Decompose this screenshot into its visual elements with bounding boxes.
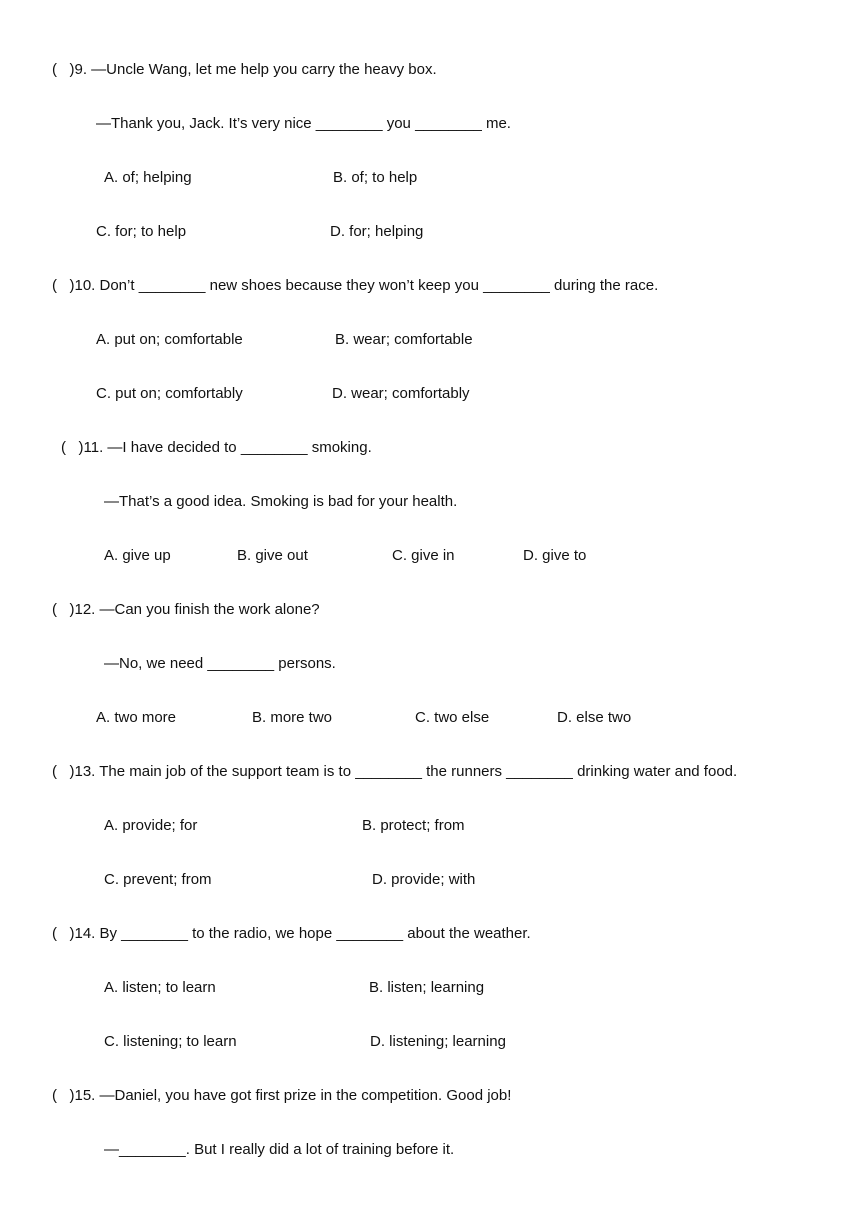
question-12-option-d: D. else two — [557, 709, 632, 726]
question-14-option-c: C. listening; to learn — [104, 1033, 237, 1050]
question-11-stem: ( )11. —I have decided to ________ smoking. — [61, 439, 372, 456]
question-13-option-c: C. prevent; from — [104, 871, 212, 888]
question-15-reply: —________. But I really did a lot of training before it. — [104, 1141, 455, 1158]
question-11-option-a: A. give up — [104, 547, 171, 564]
question-9-reply: —Thank you, Jack. It’s very nice ________ you ________ me. — [96, 115, 511, 132]
question-10-option-c: C. put on; comfortably — [96, 385, 243, 402]
question-11-reply: —That’s a good idea. Smoking is bad for your health. — [104, 493, 458, 510]
question-10-option-a: A. put on; comfortable — [96, 331, 243, 348]
question-11-option-b: B. give out — [237, 547, 308, 564]
question-12-option-b: B. more two — [252, 709, 333, 726]
question-15-stem: ( )15. —Daniel, you have got first prize in the competition. Good job! — [52, 1087, 512, 1104]
question-10-stem: ( )10. Don’t ________ new shoes because they won’t keep you ________ during the race. — [52, 277, 659, 294]
question-14-option-a: A. listen; to learn — [104, 979, 216, 996]
question-9-stem: ( )9. —Uncle Wang, let me help you carry the heavy box. — [52, 61, 437, 78]
question-13-option-d: D. provide; with — [372, 871, 476, 888]
question-12-stem: ( )12. —Can you finish the work alone? — [52, 601, 320, 618]
question-11-option-c: C. give in — [392, 547, 455, 564]
question-14-option-b: B. listen; learning — [369, 979, 485, 996]
question-14-stem: ( )14. By ________ to the radio, we hope ________ about the weather. — [52, 925, 531, 942]
question-12-option-a: A. two more — [96, 709, 177, 726]
question-11-option-d: D. give to — [523, 547, 587, 564]
question-10-option-b: B. wear; comfortable — [335, 331, 473, 348]
question-9-option-c: C. for; to help — [96, 223, 187, 240]
question-13-stem: ( )13. The main job of the support team is to ________ the runners ________ drinking water and food. — [52, 763, 738, 780]
question-14-option-d: D. listening; learning — [370, 1033, 506, 1050]
question-13-option-a: A. provide; for — [104, 817, 198, 834]
question-9-option-b: B. of; to help — [333, 169, 418, 186]
question-9-option-d: D. for; helping — [330, 223, 424, 240]
question-13-option-b: B. protect; from — [362, 817, 465, 834]
question-12-option-c: C. two else — [415, 709, 490, 726]
question-9-option-a: A. of; helping — [104, 169, 192, 186]
question-12-reply: —No, we need ________ persons. — [104, 655, 336, 672]
question-10-option-d: D. wear; comfortably — [332, 385, 470, 402]
